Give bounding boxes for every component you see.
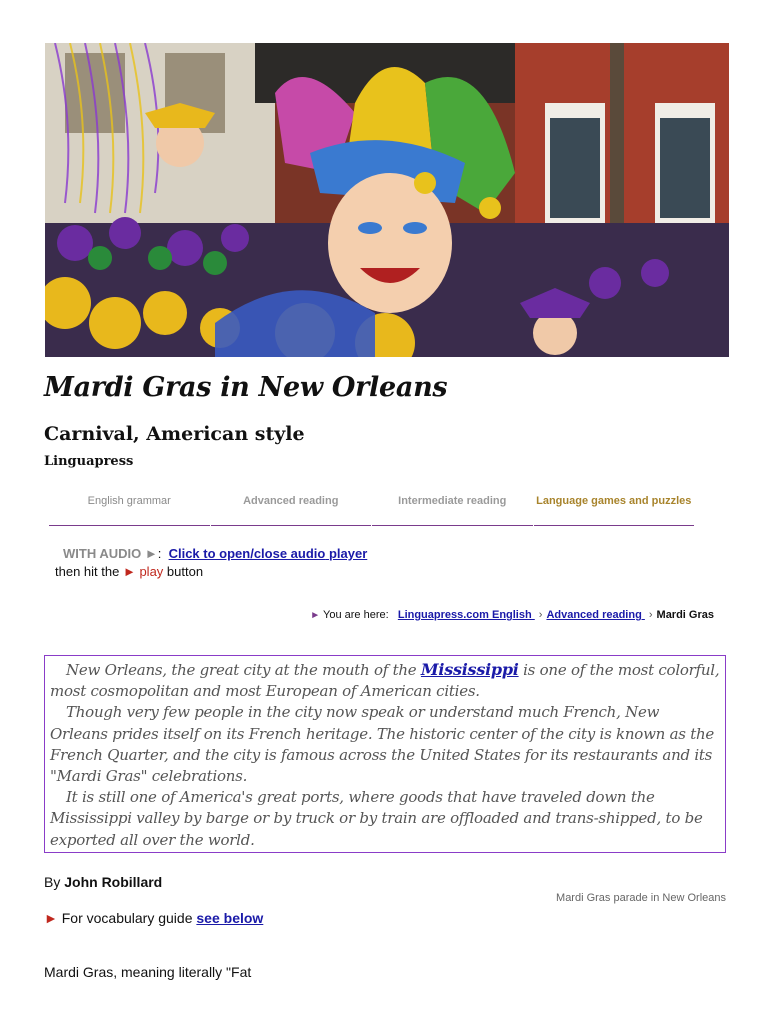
breadcrumb-prefix: You are here: (323, 609, 389, 621)
breadcrumb-link-home[interactable]: Linguapress.com English (397, 609, 535, 621)
mississippi-link[interactable]: Mississippi (420, 660, 519, 679)
intro-text: New Orleans, the great city at the mouth of the (66, 661, 421, 679)
audio-arrow-icon: ► (144, 546, 158, 561)
intro-paragraph-2: Though very few people in the city now speak or understand much French, New Orleans prides itself on its French heritage. The historic center of the city is known as the French Quarter, and the city is famous across the United States for its restaurants and its "Mardi Gras" celebrations. (50, 703, 715, 786)
vocab-arrow-icon: ► (44, 910, 58, 926)
vocab-text: For vocabulary guide (57, 910, 197, 926)
breadcrumb-link-advanced[interactable]: Advanced reading (546, 609, 645, 621)
intro-paragraph-3: It is still one of America's great ports, where goods that have traveled down the Mississippi valley by barge or by truck or by train are offloaded and trans-shipped, to be exported all over the world. (50, 788, 703, 849)
intro-paragraph-1 (50, 659, 720, 702)
intro-text: is one of the most colorful, most cosmopolitan and most European of American cities. (50, 661, 720, 701)
audio-player-toggle-link[interactable] (169, 546, 368, 561)
with-audio-label: WITH AUDIO (63, 546, 142, 561)
audio-link-text-2[interactable]: player (328, 546, 368, 561)
breadcrumb (310, 609, 714, 621)
nav-english-grammar[interactable]: English grammar (49, 490, 210, 526)
nav-advanced-reading[interactable]: Advanced reading (211, 490, 372, 526)
breadcrumb-current: Mardi Gras (656, 609, 714, 621)
breadcrumb-marker-icon: ► (310, 610, 321, 621)
publisher-name: Linguapress (44, 454, 134, 469)
nav-intermediate-reading[interactable]: Intermediate reading (372, 490, 533, 526)
article-body-start: Mardi Gras, meaning literally "Fat (44, 964, 252, 980)
hero-image (45, 43, 729, 357)
see-below-link[interactable]: see below (196, 910, 264, 926)
nav-language-games[interactable]: Language games and puzzles (534, 490, 695, 526)
audio-colon: : (157, 546, 162, 561)
page-subtitle: Carnival, American style (44, 423, 305, 445)
play-arrow-icon: ► (122, 564, 136, 579)
byline (44, 874, 162, 890)
page-title: Mardi Gras in New Orleans (44, 372, 448, 403)
mardi-gras-parade-illustration (45, 43, 729, 357)
breadcrumb-separator: › (538, 609, 543, 621)
play-word: play (139, 564, 164, 579)
audio-link-text-1[interactable]: Click to open/close audio (168, 546, 326, 561)
section-nav (49, 490, 695, 526)
audio-button-text: button (163, 564, 204, 579)
image-caption: Mardi Gras parade in New Orleans (556, 892, 726, 904)
author-name: John Robillard (64, 874, 163, 890)
audio-then-text: then hit the (55, 564, 123, 579)
intro-box (44, 655, 726, 853)
audio-instructions (55, 545, 375, 581)
breadcrumb-separator: › (648, 609, 653, 621)
byline-prefix: By (44, 874, 65, 890)
vocab-guide-line (44, 910, 263, 926)
